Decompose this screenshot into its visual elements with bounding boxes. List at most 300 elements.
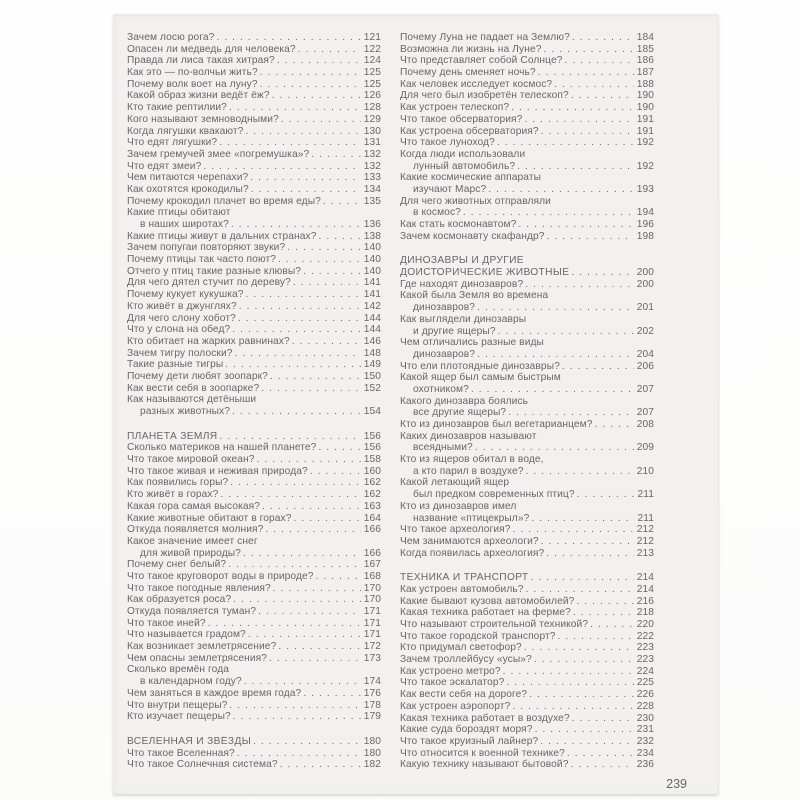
toc-entry-page: 166 — [363, 524, 381, 536]
toc-entry-page: 220 — [636, 619, 654, 630]
toc-entry-text: Что такое мировой океан? — [127, 454, 255, 466]
toc-entry-line — [127, 55, 381, 67]
toc-entry-line — [400, 279, 654, 291]
dot-leader — [233, 711, 361, 723]
toc-entry-page: 156 — [363, 430, 381, 442]
toc-entry-page: 201 — [636, 302, 654, 314]
dot-leader — [277, 55, 361, 67]
toc-entry-text: Что такое археология? — [400, 524, 511, 536]
toc-entry-page: 135 — [363, 195, 381, 207]
dot-leader — [573, 607, 634, 619]
toc-entry-text: Кто придумал светофор? — [400, 642, 522, 654]
toc-entry-text: Что такое эскалатор? — [400, 677, 505, 689]
dot-leader — [546, 548, 633, 560]
dot-leader — [262, 501, 361, 513]
dot-leader — [570, 759, 633, 771]
dot-leader — [287, 242, 360, 254]
toc-entry-line — [400, 642, 654, 654]
toc-entry-page: 200 — [636, 267, 654, 279]
dot-leader — [562, 361, 634, 373]
dot-leader — [261, 383, 360, 395]
toc-entry-text: Для чего был изобретён телескоп? — [400, 90, 569, 102]
toc-entry-line — [127, 664, 381, 676]
dot-leader — [554, 79, 634, 91]
toc-entry-text: Какой образ жизни ведёт ёж? — [127, 90, 270, 102]
dot-leader — [239, 301, 361, 313]
toc-entry-text: Почему дети любят зоопарк? — [127, 370, 268, 382]
toc-entry-text: всеядными? — [413, 442, 473, 454]
toc-entry-page: 190 — [636, 102, 654, 114]
toc-entry-text: в календарном году? — [140, 676, 242, 688]
dot-leader — [243, 548, 361, 560]
toc-entry-page: 202 — [636, 325, 654, 337]
toc-entry-page: 144 — [363, 324, 381, 336]
toc-entry-text: охотником? — [413, 383, 469, 395]
toc-entry-page: 176 — [363, 687, 381, 699]
toc-entry-page: 125 — [363, 78, 381, 90]
toc-entry-text: Где находят динозавров? — [400, 278, 524, 290]
toc-entry-text: Что такое Солнечная система? — [127, 759, 278, 771]
toc-entry-line — [400, 290, 654, 302]
toc-page — [113, 14, 718, 794]
toc-section-title: ТЕХНИКА И ТРАНСПОРТ — [400, 572, 529, 584]
toc-entry-line — [400, 172, 654, 184]
toc-entry-text: Как стать космонавтом? — [400, 219, 517, 230]
toc-entry-text: для живой природы? — [140, 547, 241, 559]
toc-entry-line — [400, 619, 654, 631]
toc-entry-text: Почему птицы так часто поют? — [127, 254, 276, 266]
toc-entry-page: 208 — [636, 419, 654, 430]
dot-leader — [558, 631, 634, 643]
toc-entry-text: Какие птицы обитают — [127, 207, 231, 219]
toc-entry-text: Что такое обсерватория? — [400, 113, 523, 125]
toc-entry-text: Зачем троллейбусу «усы»? — [400, 654, 532, 666]
toc-entry-text: и другие ящеры? — [413, 325, 496, 337]
toc-entry-text: Какая техника работает в воздухе? — [400, 712, 570, 724]
toc-entry-line — [400, 79, 654, 91]
toc-entry-page: 223 — [636, 654, 654, 666]
toc-entry-page: 190 — [636, 90, 654, 102]
toc-entry-text: все другие ящеры? — [413, 407, 507, 419]
toc-entry-page: 156 — [363, 442, 381, 454]
toc-entry-line — [127, 126, 381, 138]
toc-entry-text: Что едят змеи? — [127, 160, 202, 172]
toc-entry-text: Кто живёт в джунглях? — [127, 300, 237, 312]
toc-entry-line — [400, 607, 654, 619]
toc-entry-line — [400, 536, 654, 548]
toc-entry-line — [127, 242, 381, 254]
toc-entry-text: Что такое живая и неживая природа? — [127, 465, 308, 477]
toc-entry-text: Как устроена обсерватория? — [400, 125, 539, 137]
toc-section-header-line — [400, 255, 654, 267]
dot-leader — [540, 736, 633, 748]
dot-leader — [278, 641, 360, 653]
dot-leader — [477, 302, 634, 314]
toc-entry-page: 134 — [363, 183, 381, 195]
toc-entry-line — [127, 583, 381, 595]
toc-entry-line — [127, 67, 381, 79]
toc-entry-text: Когда лягушки квакают? — [127, 125, 244, 137]
toc-entry-text: Сколько материков на нашей планете? — [127, 442, 317, 454]
toc-entry-text: Откуда появляется туман? — [127, 606, 257, 617]
toc-entry-line — [400, 361, 654, 373]
toc-entry-line — [400, 584, 654, 596]
toc-entry-line — [127, 548, 381, 560]
toc-entry-text: Кто из динозавров был вегетарианцем? — [400, 419, 593, 430]
dot-leader — [260, 67, 361, 79]
toc-entry-text: Что ели плотоядные динозавры? — [400, 360, 560, 372]
dot-leader — [571, 267, 633, 279]
dot-leader — [463, 207, 634, 219]
dot-leader — [577, 489, 635, 501]
toc-entry-line — [400, 32, 654, 44]
toc-entry-page: 212 — [636, 535, 654, 547]
toc-entry-line — [127, 231, 381, 243]
toc-entry-line — [400, 184, 654, 196]
dot-leader — [541, 536, 634, 548]
toc-entry-text: Что называется градом? — [127, 629, 246, 641]
toc-entry-text: Каких динозавров называют — [400, 430, 537, 442]
toc-entry-line — [400, 677, 654, 689]
toc-entry-text: Опасен ли медведь для человека? — [127, 43, 296, 55]
toc-entry-page: 149 — [363, 359, 381, 371]
dot-leader — [567, 748, 634, 760]
toc-entry-page: 164 — [363, 512, 381, 524]
toc-entry-line — [127, 759, 381, 771]
toc-entry-page: 167 — [363, 559, 381, 571]
toc-entry-text: Чем заняться в каждое время года? — [127, 687, 302, 699]
toc-entry-line — [400, 736, 654, 748]
toc-entry-line — [127, 513, 381, 525]
toc-entry-text: Зачем тигру полоски? — [127, 347, 233, 359]
toc-entry-line — [127, 676, 381, 688]
toc-entry-page: 162 — [363, 489, 381, 501]
toc-entry-line — [127, 641, 381, 653]
toc-entry-page: 212 — [636, 524, 654, 536]
toc-column-left — [127, 32, 381, 771]
toc-entry-page: 160 — [363, 465, 381, 477]
toc-entry-page: 192 — [636, 160, 654, 172]
dot-leader — [233, 594, 360, 606]
toc-entry-page: 140 — [363, 254, 381, 266]
dot-leader — [572, 713, 634, 725]
toc-section-header-line — [127, 431, 381, 443]
toc-entry-line — [127, 559, 381, 571]
toc-entry-text: Такие разные тигры — [127, 359, 224, 371]
toc-entry-line — [127, 371, 381, 383]
toc-entry-page: 213 — [636, 547, 654, 559]
toc-entry-page: 130 — [363, 125, 381, 137]
dot-leader — [318, 442, 360, 454]
toc-entry-text: Почему снег белый? — [127, 559, 227, 571]
toc-entry-line — [400, 102, 654, 114]
toc-entry-page: 216 — [636, 595, 654, 607]
toc-entry-text: Зачем гремучей змее «погремушка»? — [127, 148, 310, 160]
toc-entry-line — [400, 44, 654, 56]
toc-entry-text: Для чего слону хобот? — [127, 312, 236, 324]
dot-leader — [512, 701, 633, 713]
toc-entry-line — [400, 513, 654, 525]
toc-entry-page: 228 — [636, 700, 654, 712]
toc-entry-page: 124 — [363, 55, 381, 67]
toc-entry-page: 173 — [363, 652, 381, 664]
toc-entry-page: 140 — [363, 242, 381, 254]
dot-leader — [318, 231, 360, 243]
dot-leader — [231, 219, 361, 231]
dot-leader — [576, 596, 633, 608]
toc-entry-text: Что такое городской транспорт? — [400, 630, 556, 642]
dot-leader — [534, 654, 634, 666]
toc-entry-text: Какие животные обитают в горах? — [127, 512, 292, 524]
toc-entry-line — [127, 289, 381, 301]
toc-entry-line — [400, 454, 654, 466]
toc-entry-page: 232 — [636, 735, 654, 747]
dot-leader — [238, 313, 361, 325]
toc-entry-page: 154 — [363, 406, 381, 417]
dot-leader — [298, 44, 361, 56]
toc-entry-line — [127, 196, 381, 208]
toc-entry-line — [127, 536, 381, 548]
toc-entry-page: 211 — [637, 489, 654, 501]
toc-entry-text: Зачем лосю рога? — [127, 32, 215, 43]
toc-entry-line — [127, 149, 381, 161]
dot-leader — [310, 466, 361, 478]
toc-entry-text: Чем опасны землетрясения? — [127, 652, 268, 664]
toc-entry-line — [127, 313, 381, 325]
toc-entry-page: 211 — [637, 512, 654, 524]
dot-leader — [270, 371, 361, 383]
dot-leader — [220, 489, 360, 501]
toc-entry-text: Что относится к военной технике? — [400, 747, 565, 759]
toc-entry-text: Как устроен автомобиль? — [400, 583, 524, 595]
toc-entry-line — [127, 90, 381, 102]
toc-entry-text: Что едят лягушки? — [127, 137, 218, 149]
toc-entry-line — [400, 701, 654, 713]
toc-entry-line — [400, 759, 654, 771]
toc-entry-text: изучают Марс? — [413, 183, 487, 195]
toc-entry-page: 188 — [636, 78, 654, 90]
toc-entry-line — [400, 724, 654, 736]
toc-entry-text: Почему кукует кукушка? — [127, 289, 244, 301]
toc-entry-line — [400, 231, 654, 243]
toc-entry-page: 138 — [363, 230, 381, 242]
toc-entry-text: Кто живёт в горах? — [127, 489, 219, 501]
toc-entry-page: 179 — [363, 711, 381, 723]
toc-entry-page: 163 — [363, 500, 381, 512]
dot-leader — [203, 161, 360, 173]
dot-leader — [498, 326, 634, 338]
toc-entry-text: Как человек исследует космос? — [400, 78, 553, 90]
toc-entry-page: 122 — [363, 43, 381, 55]
toc-entry-line — [127, 629, 381, 641]
toc-entry-page: 133 — [363, 172, 381, 184]
dot-leader — [251, 184, 361, 196]
toc-entry-line — [400, 196, 654, 208]
toc-entry-line — [127, 748, 381, 760]
toc-entry-line — [400, 666, 654, 678]
toc-entry-text: Как устроено метро? — [400, 665, 501, 677]
toc-entry-text: Какая гора самая высокая? — [127, 500, 261, 512]
toc-entry-page: 162 — [363, 477, 381, 489]
toc-entry-text: Для чего животных отправляли — [400, 195, 551, 207]
toc-entry-text: Откуда появляется молния? — [127, 524, 264, 536]
toc-entry-text: Почему Луна не падает на Землю? — [400, 32, 570, 43]
dot-leader — [565, 55, 634, 67]
toc-entry-text: Кто обитает на жарких равнинах? — [127, 335, 290, 347]
toc-entry-text: Какие птицы живут в дальних странах? — [127, 230, 317, 242]
toc-entry-line — [127, 524, 381, 536]
dot-leader — [216, 32, 360, 44]
toc-entry-page: 236 — [636, 759, 654, 771]
dot-leader — [572, 32, 634, 44]
toc-entry-line — [127, 618, 381, 630]
dot-leader — [497, 137, 634, 149]
dot-leader — [253, 736, 361, 748]
dot-leader — [526, 466, 634, 478]
toc-entry-text: Какой была Земля во времена — [400, 290, 549, 302]
toc-entry-page: 171 — [363, 617, 381, 629]
toc-column-right — [400, 32, 654, 771]
dot-leader — [272, 90, 361, 102]
toc-entry-line — [400, 396, 654, 408]
toc-entry-text: Что такое иней? — [127, 617, 206, 629]
toc-entry-line — [127, 207, 381, 219]
toc-entry-line — [127, 102, 381, 114]
toc-entry-page: 168 — [363, 570, 381, 582]
toc-entry-page: 186 — [636, 55, 654, 67]
toc-entry-text: Какие космические аппараты — [400, 172, 542, 184]
dot-leader — [513, 524, 634, 536]
dot-leader — [250, 172, 360, 184]
toc-entry-page: 180 — [363, 735, 381, 747]
toc-entry-page: 126 — [363, 90, 381, 102]
toc-entry-page: 209 — [636, 442, 654, 454]
toc-entry-page: 132 — [363, 148, 381, 160]
toc-entry-line — [400, 548, 654, 560]
toc-entry-line — [400, 90, 654, 102]
toc-entry-line — [127, 79, 381, 91]
toc-entry-page: 148 — [363, 347, 381, 359]
toc-entry-page: 214 — [636, 583, 654, 595]
toc-entry-line — [400, 55, 654, 67]
toc-entry-page: 170 — [363, 582, 381, 594]
dot-leader — [208, 618, 361, 630]
toc-entry-text: Чем питаются черепахи? — [127, 172, 249, 184]
toc-entry-line — [400, 654, 654, 666]
toc-entry-page: 182 — [363, 759, 381, 771]
toc-entry-line — [400, 689, 654, 701]
toc-entry-line — [127, 606, 381, 618]
toc-entry-page: 129 — [363, 113, 381, 125]
dot-leader — [303, 266, 361, 278]
dot-leader — [265, 524, 360, 536]
toc-entry-text: был предком современных птиц? — [413, 489, 575, 501]
toc-entry-line — [127, 161, 381, 173]
dot-leader — [237, 748, 361, 760]
toc-entry-page: 152 — [363, 382, 381, 394]
toc-entry-line — [400, 419, 654, 431]
dot-leader — [571, 90, 634, 102]
toc-entry-text: Что называют строительной техникой? — [400, 619, 589, 630]
dot-leader — [225, 359, 360, 371]
toc-entry-text: Зачем попугаи повторяют звуки? — [127, 242, 286, 254]
toc-entry-text: Что у слона на обед? — [127, 324, 231, 336]
toc-entry-line — [127, 32, 381, 44]
dot-leader — [303, 688, 360, 700]
toc-entry-text: Как выглядели динозавры — [400, 313, 527, 325]
toc-entry-line — [127, 406, 381, 418]
toc-entry-text: Как устроен телескоп? — [400, 102, 510, 114]
dot-leader — [531, 513, 634, 525]
toc-entry-line — [400, 302, 654, 314]
dot-leader — [524, 642, 634, 654]
toc-entry-line — [400, 713, 654, 725]
dot-leader — [245, 126, 360, 138]
toc-entry-text: Кто из ящеров обитал в воде, — [400, 454, 544, 466]
dot-leader — [511, 102, 634, 114]
toc-entry-line — [400, 477, 654, 489]
toc-entry-text: Возможна ли жизнь на Луне? — [400, 43, 542, 55]
toc-entry-text: Что такое круизный лайнер? — [400, 735, 539, 747]
dot-leader — [526, 584, 634, 596]
toc-entry-line — [127, 442, 381, 454]
dot-leader — [506, 677, 633, 689]
toc-entry-text: Зачем космонавту скафандр? — [400, 230, 545, 242]
toc-entry-text: в наших широтах? — [140, 219, 229, 230]
dot-leader — [273, 583, 361, 595]
toc-entry-text: Как вести себя в зоопарке? — [127, 382, 260, 394]
dot-leader — [525, 279, 633, 291]
toc-entry-page: 121 — [363, 32, 381, 43]
toc-entry-line — [400, 596, 654, 608]
toc-entry-page: 226 — [636, 689, 654, 701]
toc-entry-text: Что такое круговорот воды в природе? — [127, 570, 314, 582]
dot-leader — [475, 442, 634, 454]
toc-section-gap — [400, 559, 654, 572]
toc-entry-page: 191 — [636, 113, 654, 125]
toc-entry-line — [400, 372, 654, 384]
dot-leader — [293, 277, 361, 289]
toc-entry-text: Что такое Вселенная? — [127, 747, 235, 759]
dot-leader — [323, 196, 361, 208]
toc-entry-page: 142 — [363, 300, 381, 312]
toc-entry-text: Какие бывают кузова автомобилей? — [400, 595, 575, 607]
toc-entry-text: Почему волк воет на луну? — [127, 78, 258, 90]
toc-entry-text: Какой ящер был самым быстрым — [400, 372, 561, 384]
toc-entry-line — [127, 172, 381, 184]
toc-entry-line — [127, 394, 381, 406]
toc-section-title: ДОИСТОРИЧЕСКИЕ ЖИВОТНЫЕ — [400, 267, 570, 279]
dot-leader — [488, 184, 633, 196]
toc-entry-text: название «птицекрыл»? — [413, 512, 530, 524]
toc-section-gap — [400, 242, 654, 255]
toc-entry-line — [127, 688, 381, 700]
toc-entry-page: 207 — [636, 407, 654, 419]
toc-entry-line — [400, 219, 654, 231]
toc-entry-line — [127, 324, 381, 336]
toc-entry-page: 225 — [636, 677, 654, 689]
dot-leader — [278, 254, 361, 266]
dot-leader — [590, 619, 634, 631]
toc-section-header-line — [400, 572, 654, 584]
toc-entry-line — [400, 114, 654, 126]
dot-leader — [244, 676, 361, 688]
toc-section-gap — [127, 418, 381, 431]
toc-entry-line — [127, 266, 381, 278]
dot-leader — [544, 44, 634, 56]
toc-entry-line — [127, 219, 381, 231]
toc-entry-line — [127, 466, 381, 478]
